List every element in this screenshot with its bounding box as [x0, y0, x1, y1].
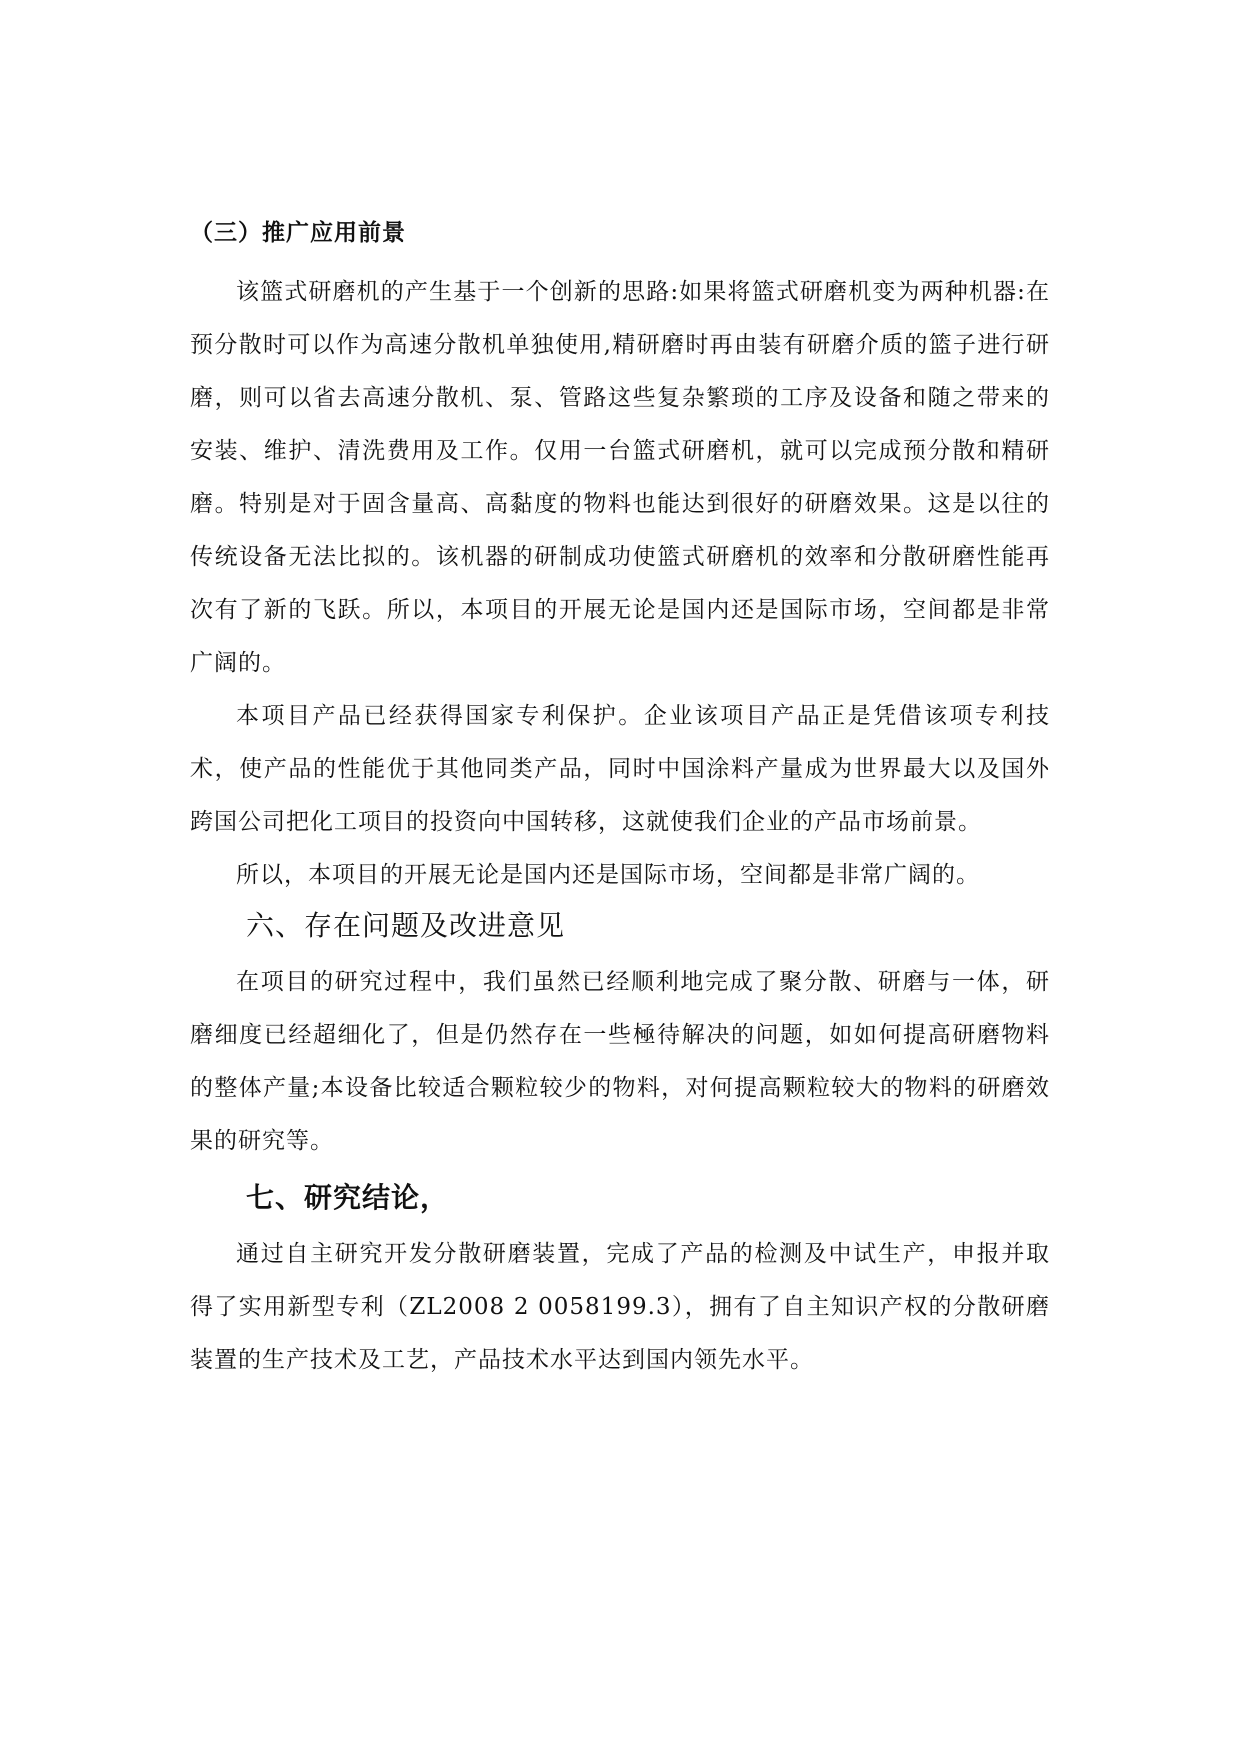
section-6-heading: 六、存在问题及改进意见 [246, 909, 566, 942]
section-3-paragraph-2: 本项目产品已经获得国家专利保护。企业该项目产品正是凭借该项专利技术，使产品的性能优于其他同类产品，同时中国涂料产量成为世界最大以及国外跨国公司把化工项目的投资向中国转移，这就使我们企业的产品市场前景。 [190, 703, 1050, 835]
document-content [190, 218, 1050, 1387]
section-3-paragraph-3: 所以，本项目的开展无论是国内还是国际市场，空间都是非常广阔的。 [236, 862, 980, 888]
section-3-heading: （三）推广应用前景 [190, 220, 406, 246]
section-6-paragraph-1: 在项目的研究过程中，我们虽然已经顺利地完成了聚分散、研磨与一体，研磨细度已经超细化了，但是仍然存在一些極待解决的问题，如如何提高研磨物料的整体产量;本设备比较适合颗粒较少的物料，对何提高颗粒较大的物料的研磨效果的研究等。 [190, 969, 1050, 1154]
section-7-paragraph-1: 通过自主研究开发分散研磨装置，完成了产品的检测及中试生产，申报并取得了实用新型专利（ZL2008 2 0058199.3），拥有了自主知识产权的分散研磨装置的生产技术及工艺，产品技术水平达到国内领先水平。 [190, 1241, 1050, 1373]
section-3-paragraph-1: 该篮式研磨机的产生基于一个创新的思路:如果将篮式研磨机变为两种机器:在预分散时可以作为高速分散机单独使用,精研磨时再由装有研磨介质的篮子进行研磨，则可以省去高速分散机、泵、管路这些复杂繁琐的工序及设备和随之带来的安装、维护、清洗费用及工作。仅用一台篮式研磨机，就可以完成预分散和精研磨。特别是对于固含量高、高黏度的物料也能达到很好的研磨效果。这是以往的传统设备无法比拟的。该机器的研制成功使篮式研磨机的效率和分散研磨性能再次有了新的飞跃。所以，本项目的开展无论是国内还是国际市场，空间都是非常广阔的。 [190, 279, 1050, 676]
section-7-heading: 七、研究结论， [246, 1181, 450, 1214]
